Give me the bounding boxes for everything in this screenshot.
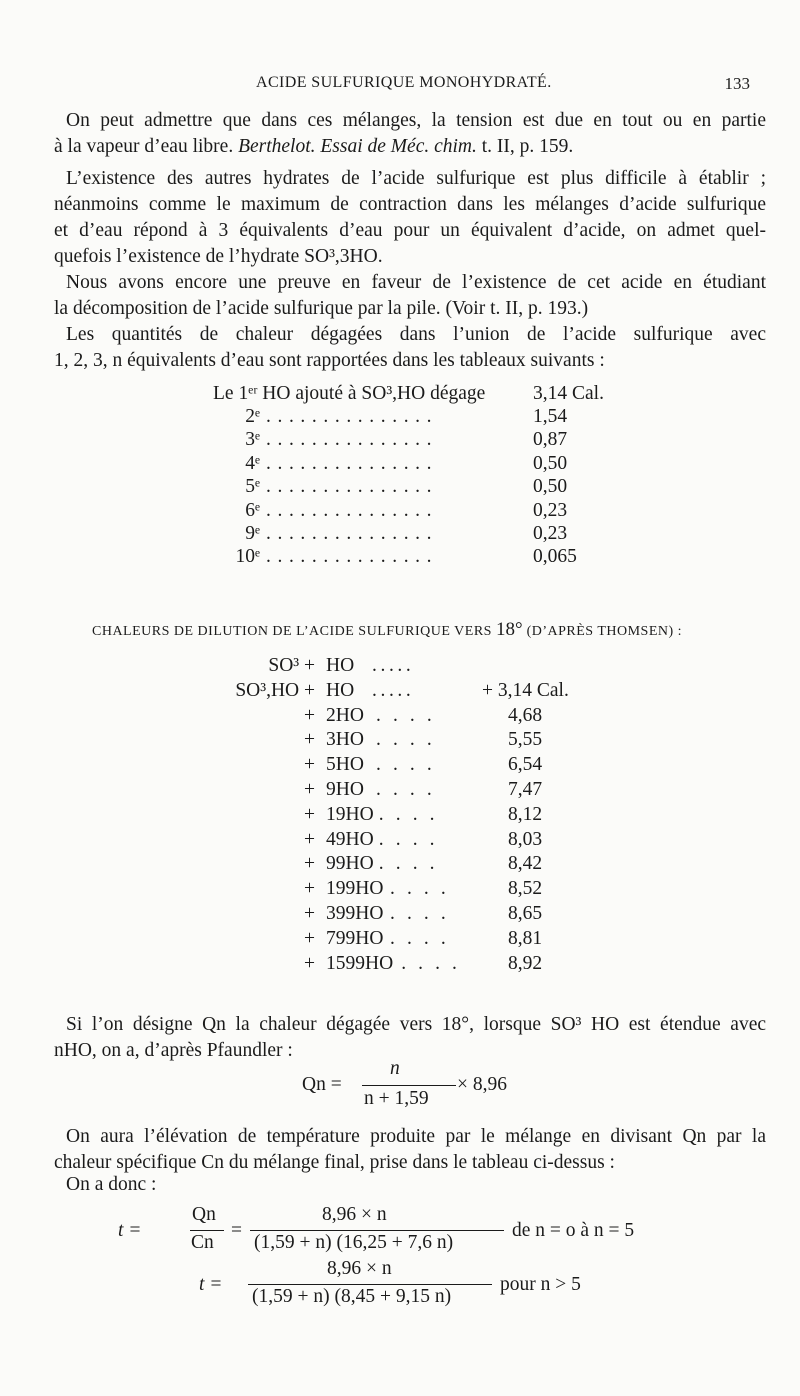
- table2-value: 8,03: [508, 828, 543, 850]
- paragraph-3: [54, 270, 766, 322]
- text-line: L’existence des autres hydrates de l’acide sulfurique est plus difficile à établir ;: [66, 168, 766, 189]
- leader-dots: . . . .: [401, 952, 461, 974]
- formula2-t: t =: [118, 1220, 142, 1241]
- table2-acid: +: [304, 803, 315, 825]
- table2-water: 399HO: [326, 903, 384, 924]
- table2-value: 8,12: [508, 803, 543, 825]
- formula1-lhs: Qn =: [302, 1074, 342, 1095]
- table1-row-label: 3ᵉ: [245, 429, 260, 451]
- table2-water: 3HO: [326, 729, 364, 751]
- text-span: à la vapeur d’eau libre.: [54, 136, 234, 157]
- table2-acid: +: [304, 754, 315, 776]
- formula-pfaundler: [0, 1058, 800, 1122]
- text-line: Les quantités de chaleur dégagées dans l’union de l’acide sulfurique avec: [66, 324, 766, 345]
- table1-row-value: 0,23: [533, 523, 568, 544]
- text-line: Si l’on désigne Qn la chaleur dégagée vers 18°, lorsque SO³ HO est étendue avec: [66, 1014, 766, 1035]
- table2-water: 199HO: [326, 878, 384, 900]
- running-header: [0, 74, 800, 98]
- table1-first-label: Le 1ᵉʳ HO ajouté à SO³,HO dégage: [213, 383, 486, 404]
- table-first-hydration-heats: [0, 383, 800, 593]
- formula-temperature-small-n: [0, 1202, 800, 1262]
- table2-value: 8,92: [508, 952, 543, 974]
- paragraph-1: [54, 108, 766, 160]
- table2-value: 8,42: [508, 853, 543, 875]
- leader-dots: . . . .: [378, 828, 439, 850]
- leader-dots: ...............: [266, 429, 439, 451]
- paragraph-4: [54, 322, 766, 374]
- leader-dots: . . . .: [378, 803, 439, 825]
- text-line: 1, 2, 3, n équivalents d’eau sont rapportées dans les tableaux suivants :: [54, 350, 605, 371]
- table1-row-value: 0,065: [533, 546, 577, 568]
- table1-row-value: 1,54: [533, 406, 568, 427]
- leader-dots: ...............: [266, 499, 439, 521]
- table2-water: 799HO: [326, 927, 384, 949]
- text-line: chaleur spécifique Cn du mélange final, prise dans le tableau ci-dessus :: [54, 1152, 615, 1173]
- table2-acid: +: [304, 952, 315, 974]
- leader-dots: . . . .: [390, 903, 450, 924]
- table2-value: 6,54: [508, 754, 543, 776]
- text-line: la décomposition de l’acide sulfurique par la pile. (Voir t. II, p. 193.): [54, 298, 589, 319]
- text-line: nHO, on a, d’après Pfaundler :: [54, 1040, 293, 1061]
- table2-value: 5,55: [508, 729, 543, 751]
- table2-water: 19HO: [326, 803, 374, 825]
- citation-tail: t. II, p. 159.: [476, 136, 574, 157]
- formula2-qn: Qn: [192, 1204, 216, 1225]
- paragraph-7: [54, 1172, 766, 1198]
- table2-acid: +: [304, 878, 315, 900]
- table2-value: 7,47: [508, 779, 543, 800]
- formula2-eq: =: [231, 1220, 242, 1241]
- text-line: On peut admettre que dans ces mélanges, la tension est due en tout ou en partie: [66, 110, 766, 131]
- table1-row-label: 2ᵉ: [245, 406, 260, 427]
- table2-water: 99HO: [326, 853, 374, 875]
- table2-acid: +: [304, 903, 315, 924]
- leader-dots: ...............: [266, 452, 439, 474]
- formula3-t: t =: [199, 1274, 223, 1295]
- table1-row-label: 6ᵉ: [245, 499, 260, 521]
- formula1-numerator: n: [390, 1058, 400, 1079]
- leader-dots: ...............: [266, 523, 439, 544]
- leader-dots: .....: [372, 679, 415, 701]
- table1-row-label: 9ᵉ: [245, 523, 260, 544]
- leader-dots: . . . .: [378, 853, 439, 875]
- page-number: 133: [724, 74, 750, 93]
- table2-acid: +: [304, 729, 315, 751]
- formula3-condition: pour n > 5: [500, 1274, 581, 1295]
- formula-temperature-large-n: [0, 1258, 800, 1318]
- formula1-denominator: n + 1,59: [364, 1088, 429, 1109]
- table2-water: 9HO: [326, 779, 364, 800]
- table2-water: 5HO: [326, 754, 364, 776]
- text-line: On a donc :: [66, 1174, 157, 1195]
- text-line: quefois l’existence de l’hydrate SO³,3HO.: [54, 246, 383, 267]
- leader-dots: .....: [372, 655, 415, 676]
- table1-first-value: 3,14 Cal.: [533, 383, 604, 404]
- leader-dots: ...............: [266, 476, 439, 498]
- text-line: [54, 134, 766, 160]
- text-line: néanmoins comme le maximum de contraction dans les mélanges d’acide sulfurique: [54, 194, 766, 215]
- table2-value: 8,65: [508, 903, 543, 924]
- table1-row-value: 0,87: [533, 429, 568, 451]
- leader-dots: ...............: [266, 406, 439, 427]
- table1-row-value: 0,50: [533, 476, 568, 498]
- leader-dots: . . . .: [376, 704, 436, 726]
- citation: Berthelot. Essai de Méc. chim.: [238, 136, 477, 157]
- table1-row-label: 5ᵉ: [245, 476, 260, 498]
- text-line: et d’eau répond à 3 équivalents d’eau pour un équivalent d’acide, on admet quel-: [54, 220, 766, 241]
- leader-dots: . . . .: [390, 878, 450, 900]
- text-line: Nous avons encore une preuve en faveur de l’existence de cet acide en étudiant: [66, 272, 766, 293]
- text-line: On aura l’élévation de température produite par le mélange en divisant Qn par la: [66, 1126, 766, 1147]
- table2-value: 8,81: [508, 927, 543, 949]
- formula2-cn: Cn: [191, 1232, 214, 1253]
- formula1-tail: × 8,96: [457, 1074, 507, 1095]
- table2-water: HO: [326, 655, 355, 676]
- formula2-denominator: (1,59 + n) (16,25 + 7,6 n): [254, 1232, 454, 1253]
- formula3-numerator: 8,96 × n: [327, 1258, 392, 1279]
- table2-heading-source: (D’APRÈS THOMSEN) :: [526, 624, 683, 639]
- table2-acid: +: [304, 704, 315, 726]
- leader-dots: . . . .: [376, 729, 436, 751]
- table2-heading: [92, 619, 682, 641]
- paragraph-2: [54, 166, 766, 270]
- fraction-bar: [362, 1085, 456, 1086]
- leader-dots: . . . .: [376, 754, 436, 776]
- table2-acid: +: [304, 853, 315, 875]
- page-title: ACIDE SULFURIQUE MONOHYDRATÉ.: [256, 74, 552, 91]
- paragraph-5: [54, 1012, 766, 1064]
- table2-acid: SO³ +: [268, 655, 315, 676]
- table2-value: 4,68: [508, 704, 543, 726]
- leader-dots: . . . .: [376, 779, 436, 800]
- table1-row-label: 4ᵉ: [245, 452, 260, 474]
- table2-value: 8,52: [508, 878, 543, 900]
- leader-dots: . . . .: [390, 927, 450, 949]
- formula3-denominator: (1,59 + n) (8,45 + 9,15 n): [252, 1286, 452, 1307]
- table2-water: 49HO: [326, 828, 374, 850]
- table1-row-value: 0,50: [533, 452, 568, 474]
- table2-heading-temp: 18°: [495, 619, 523, 640]
- table2-acid: SO³,HO +: [235, 679, 315, 701]
- leader-dots: ...............: [266, 546, 439, 568]
- table2-water: 1599HO: [326, 952, 394, 974]
- table-dilution-heats: [0, 655, 800, 1000]
- table2-value: + 3,14 Cal.: [482, 679, 569, 701]
- table2-water: HO: [326, 679, 355, 701]
- table2-heading-text: CHALEURS DE DILUTION DE L’ACIDE SULFURIQUE VERS: [92, 624, 492, 639]
- formula2-numerator: 8,96 × n: [322, 1204, 387, 1225]
- table1-row-value: 0,23: [533, 499, 568, 521]
- table2-water: 2HO: [326, 704, 364, 726]
- table2-acid: +: [304, 828, 315, 850]
- table2-acid: +: [304, 779, 315, 800]
- paragraph-6: [54, 1124, 766, 1176]
- table2-acid: +: [304, 927, 315, 949]
- formula2-condition: de n = o à n = 5: [512, 1220, 635, 1241]
- table1-row-label: 10ᵉ: [235, 546, 260, 568]
